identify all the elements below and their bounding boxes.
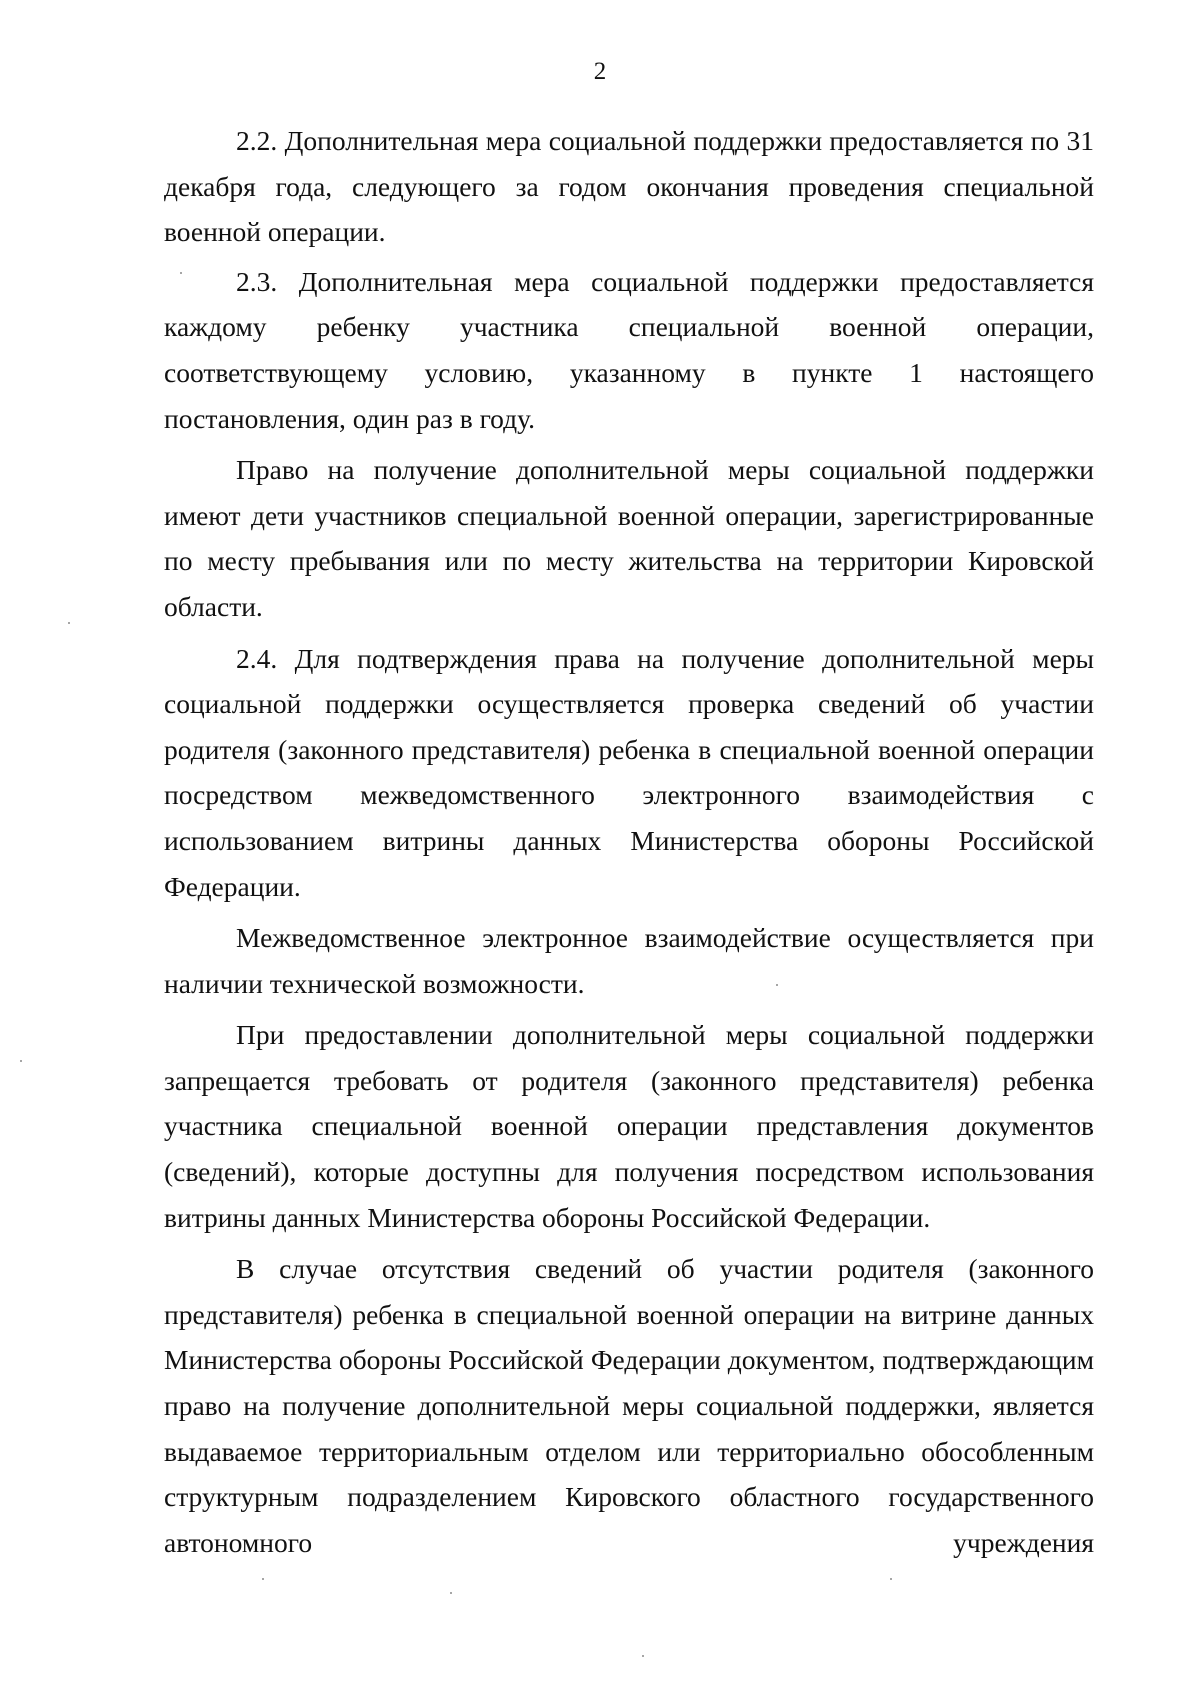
scan-speck [890, 1578, 892, 1580]
paragraph-absence-of-data: В случае отсутствия сведений об участии родителя (законного представителя) ребенка в специальной военной операции на витрине данных Министерства обороны Российской Федерации документом, подтверждающим право на получение дополнительной меры социальной поддержки, является выдаваемое территориальным отделом или территориально обособленным структурным подразделением Кировского областного государственного автономного учреждения [164, 1253, 1094, 1558]
scan-speck [776, 984, 778, 986]
document-body [164, 118, 1094, 1565]
scan-speck [180, 272, 182, 274]
paragraph-right-to-support: Право на получение дополнительной меры социальной поддержки имеют дети участников специальной военной операции, зарегистрированные по месту пребывания или по месту жительства на территории Кировской области. [164, 454, 1094, 622]
scan-speck [262, 1578, 264, 1580]
paragraph-2-2: 2.2. Дополнительная мера социальной поддержки предоставляется по 31 декабря года, следующего за годом окончания проведения специальной военной операции. [164, 125, 1094, 248]
scan-speck [642, 1655, 644, 1657]
paragraph-prohibition: При предоставлении дополнительной меры социальной поддержки запрещается требовать от родителя (законного представителя) ребенка участника специальной военной операции представления документов (сведений), которые доступны для получения посредством использования витрины данных Министерства обороны Российской Федерации. [164, 1019, 1094, 1233]
scan-speck [68, 622, 70, 624]
paragraph-2-3: 2.3. Дополнительная мера социальной поддержки предоставляется каждому ребенку участника специальной военной операции, соответствующему условию, указанному в пункте 1 настоящего постановления, один раз в году. [164, 265, 1094, 434]
paragraph-interagency-interaction: Межведомственное электронное взаимодействие осуществляется при наличии технической возможности. [164, 922, 1094, 999]
scan-speck [450, 1592, 452, 1594]
scan-speck [20, 1060, 22, 1062]
page-number: 2 [593, 58, 607, 85]
paragraph-2-4: 2.4. Для подтверждения права на получение дополнительной меры социальной поддержки осуществляется проверка сведений об участии родителя (законного представителя) ребенка в специальной военной операции посредством межведомственного электронного взаимодействия с использованием витрины данных Министерства обороны Российской Федерации. [164, 642, 1094, 902]
